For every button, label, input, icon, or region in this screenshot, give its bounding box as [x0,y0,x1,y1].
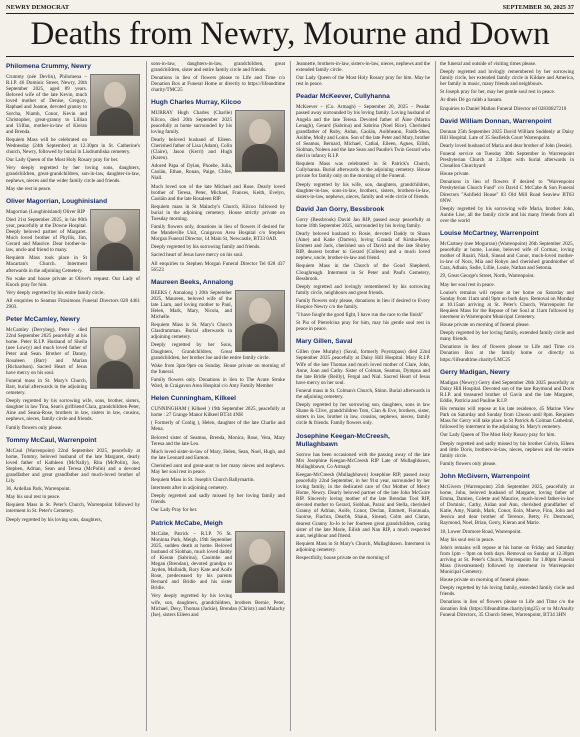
notice-heading: Gerry Madigan, Newry [440,368,510,376]
notice-paragraph: McCabe, Patrick – R.I.P. 76 St. Moninna Park, Meigh, 19th September 2025, sudden death at home. Beloved husband of Siobhan, much loved daddy of Kieran (Sabrina), Caoimhe and Megan (Brendan), devoted grandpa to Jayden, Mallaidh, Rory Kate and Aoife Rose, predeceased by his parents Bernard and Bridie and his sister Bridie. [151,530,232,592]
notice-paragraph: Requiem mass in St Malachy's Church, Kilcoo followed by burial in the adjoining cemetery. House strictly private on Tuesday morning. [151,203,285,222]
portrait-photo [90,327,140,389]
notice-paragraph: Family flowers only. Donations in lieu to The Acute Stroke Ward, in Craigavon Area Hospital c/o Amy Family Member [151,376,285,390]
notice-paragraph: Deeply regretted by his sorrowing wife, sons, brother, sisters, daughter in law Tina, Sean's girlfriend Clara, grandchildren Peter, Aine and Seana-Rose, brothers in law, sisters in law, cousins, nephews, nieces, family circle and friends. [6,398,140,423]
notice-paragraph: House private on morning of funeral please. [440,322,530,329]
obituary-notice [296,93,430,199]
notice-paragraph: ( Formerly of Conlig ), Helen, daughter of the late Charlie and Mena. [151,420,285,433]
notice-paragraph: Donations in lieu of flowers please to Life and Time c/o Donation Box at Funeral Home or directly to https://lifeandtime charity/TMC25 [151,75,285,94]
notice-paragraph: Much loved son of the late Michael and Rose. Dearly loved brother of Teresa, Peter, Michael, Frances, Keith, Evelyn, Caoláin and the late Rosaleen RIP. [151,183,285,202]
column-3 [296,61,430,733]
notice-paragraph: May her soul rest in peace. [440,281,495,288]
notice-paragraph: Requiem Mass was celebrated in St Patrick's Church, Cullyhanna. Burial afterwards in the adjoining cemetery. House private for family only on the morning of the Funeral. [296,161,430,180]
obituary-notice [6,198,140,310]
obituary-notice [296,338,430,426]
notice-paragraph: His remains will repose at his late residence, 45 Marine View Park on Saturday and Sunday from 12noon until 8pm. Requiem Mass for Gerry will take place in St Patrick & Colman Cathedral, followed by interment in the adjoining St. Mary's cemetery. [440,406,574,431]
obituary-notice [6,316,140,431]
notice-paragraph: the funeral and outside of visiting times please. [440,61,537,67]
notice-heading: Oliver Magorrian, Loughinisland [6,197,108,205]
obituary-notice [296,433,430,562]
obituary-notice [440,473,574,618]
notice-paragraph: St Joseph pray for her, may her gentle soul rest in peace. [440,89,556,96]
notice-paragraph: No wake and house private at Oliver's request. Our Lady of Knock pray for him. [6,275,140,288]
notice-paragraph: All enquiries to Stephen Morgan Funeral Director Tel 028 437 56523 [151,260,285,273]
notice-heading: Louise McCartney, Warrenpoint [440,229,539,237]
notice-paragraph: Deeply regretted by his sorrowing family and friends. [151,244,261,251]
notice-paragraph: Donations in lieu of flowers please to Life and Time c/o the donation link (https://lifeandtime.charity/jmg25) or to McAnulty Funeral Directors, 35 Church Street, Warrenpoint, BT34 3HN [440,599,574,618]
notice-paragraph: Very deeply regretted by her loving sons, daughters, grandchildren, great-grandchildren, son-in-law, daughter-in-law, nephews, nieces and the wider family circle and friends. [6,165,140,184]
notice-heading: Mary Gillen, Saval [296,338,353,346]
column-divider [290,61,291,731]
obituary-notice [440,61,574,112]
notice-paragraph: Crummy (née Devlin), Philomena – R.I.P. 46 Dominic Street, Newry, 20th September 2025, aged 89 years. Beloved wife of the late Kevin, much loved mother of Denise, Gregory, Raphael and Joanne, devoted granny to Sorcha, Niamh, Conor, Kevin and Christopher, great-granny to Lillian and Uilfan, mother-in-law of Kieran and Brenda. [6,74,87,135]
notice-paragraph: Ar dheis Dé go raibh a hanam. [440,97,503,104]
notice-paragraph: May she rest in peace. [6,185,52,192]
notice-paragraph: Dearly beloved husband to Rosie, devoted Daddy to Shaun (Aine) and Katie (Darren), loving Granda of Kirsha-Rose, Emmett and Jack, cherished son of David and the late Shirley RIP, dearest brother to Gerard (Colleen) and a much loved nephew, uncle, brother-in-law and friend. [296,230,430,262]
notice-paragraph: Sacred heart of Jesus have mercy on his soul. [151,252,244,259]
notice-paragraph: Family flowers only please. [440,460,497,467]
notice-paragraph: Deeply regretted by her Sons, Daughters, Grandchildren, Great grandchildren, her brother Joe and the entire family circle. [151,342,270,361]
notice-paragraph: CUNNINGHAM ( Kilkeel ) 19th September 2025, peacefully at home : 27 Grange Manor Kilkeel BT34 4NH [151,406,285,419]
notice-paragraph: Madigan (Newry) Gerry died September 26th 2025 peacefully at Daisy Hill Hospital. Devoted son of the late Raymond and Doris R.I.P. and treasured brother of Gavin and the late Margaret, Eddie, Patricia and Pauline R.I.P. [440,379,574,404]
notice-heading: Josephine Keegan-McCreesh, Mullaghbawn [296,432,390,448]
notice-paragraph: John's remains will repose at his home on Friday and Saturday from 1pm – 9pm on both days. Removal on Sunday at 12.30pm arriving at St. Peter's Church, Warrenpoint for 1.00pm Funeral Mass (livestreamed) followed by interment in Warrenpoint Municipal Cemetery. [440,544,574,576]
obituary-notice [296,206,430,333]
notice-heading: David Jan Gorry, Bessbrook [296,205,385,213]
notice-paragraph: May his soul rest in peace. [440,536,495,543]
masthead-date-page: SEPTEMBER 30, 2025 37 [502,4,574,11]
notice-paragraph: Deeply regretted by her loving family, extended family circle and many friends. [440,330,574,343]
notice-paragraph: Requiem Mass in St Mary's Church, Mullaghbawn. Interment in adjoining cemetery. [296,540,430,553]
notice-paragraph: Our Lady Queen of The Most Holy Rosary pray for him. [440,432,556,439]
notice-paragraph: Deeply regretted by his wife, son, daughters, grandchildren, daughter-in-law, sons-in-law, brothers, sisters, brothers-in-law, sisters-in-law, nephews, nieces, family and wide circle of friends. [296,181,430,200]
notice-paragraph: Gorry (Bessbrook) David Jan RIP, passed away peacefully at home 18th September 2025, surrounded by his loving family. [296,216,430,229]
notice-heading: Helen Cunningham, Kilkeel [151,395,237,403]
obituary-notice [440,230,574,363]
notice-paragraph: Deeply regretted and sadly missed by his brother Colvin, Eileen and little Doris, brothers-in-law, nieces, nephews and the entire family circle. [440,440,574,459]
notice-paragraph: Our Lady Queen of the Most Holy Rosary pray for him. May he rest in peace. [296,75,430,88]
obituary-notice [6,437,140,523]
notice-paragraph: Requiem Mass in the Church of the Good Shepherd, Cloughreagh. Interment in Sr Peter and Paul's Cemetery, Bessbrook. [296,263,430,282]
notice-paragraph: Deeply regretted and sadly missed by her loving family and friends. [151,493,285,506]
notice-paragraph: Died 21st September 2025, in his 80th year, peacefully at the Downe Hospital. Deeply beloved partner of Margaret. Much loved brother of Phyllis, Jim, Gerard and Maurice. Dear brother-in-law, uncle and friend to many. [6,216,87,254]
notice-paragraph: Very deeply regretted by his loving wife, son, daughters, grandchildren, brothers Bernie, Peter, Michael, Desy, Thomas (Jackie), Brendan (Christy) and Malachy (Ise), sisters Eileen and [151,593,285,618]
notice-paragraph: Family flowers only please. [6,424,63,431]
notice-paragraph: Very deeply regretted by his entire family circle. [6,289,105,296]
notice-paragraph: McGivern (Warrenpoint) 25th September 2025, peacefully at home, John, beloved husband of Margaret, loving father of Emma, Damien, Colette and Maurice, much-loved father-in-law of Dominic, Cathy, Aidan and Ann, cherished grandfather of Katie, Amy, Niamh, Mark, Conor, Eoin, Maeve, Finn, John and Jessica and dear brother of Terence, Betty, Fr. Desmond, Raymond, Noel, Brian, Gerry, Kieran and Marie. [440,483,574,527]
notice-paragraph: Our Lady Queen of the Most Holy Rosary pray for her. [6,157,119,164]
masthead-paper-name: NEWRY DEMOCRAT [6,4,70,11]
obituary-notice [6,63,140,192]
notice-paragraph: Jeannette, brothers-in-law, sisters-in-law, nieces, nephews and the extended family circle. [296,61,430,74]
notice-paragraph: sons-in-law, daughters-in-law, grandchildren, great grandchildren, sister and entire family circle and friends. [151,61,285,74]
column-1 [6,61,140,733]
notice-paragraph: McCamley (Derrybeg), Peter – died 22nd September 2025 peacefully at his home. Peter R.I.P. Husband of Sheila (nee Lowry) and much loved father of Peter and Sean. Brother of Danny, Rosaleen (Barr) and Marian (Richardson). Sacred Heart of Jesus have mercy on his soul. [6,327,87,376]
notice-heading: Philomena Crummy, Newry [6,63,91,70]
notice-paragraph: Requiem Mass in St. Peter's Church, Warrenpoint followed by interment in St. Peter's Cemetery. [6,502,140,515]
notice-paragraph: Interment after in adjoining cemetery. [151,485,229,492]
obituary-notice [296,61,430,87]
notice-heading: David William Donnan, Warrenpoint [440,117,552,125]
notice-paragraph: Dearly loved husband of Maria and dear brother of John (Jessie). [440,142,573,149]
notice-paragraph: Gillen (nee Murphy) (Saval, formerly Poyntzpass) died 22nd September 2025 peacefully at Daisy Hill Hospital. Mary R.I.P. Wife of the late Thomas and much loved mother of Clare, John, Anne, Joan and Cathy. Sister of Colman, Seamus, Dympna and the late Bridie (Reilly), Fergal and Nial. Sacred Heart of Jesus have mercy on her soul. [296,349,430,386]
notice-paragraph: Magorrian (Loughinisland) Oliver RIP [6,208,86,215]
notice-paragraph: Deeply regretted by his loving family, extended family circle and friends. [440,585,574,598]
notice-paragraph: 18, Lower Dromore Road, Warrenpoint. [440,528,522,535]
notice-paragraph: Funeral mass in St. Colman's Church, Shinn. Burial afterwards in the adjoining cemetery. [296,387,430,401]
obituary-notice [151,99,285,272]
portrait-photo [90,209,140,271]
notice-heading: Maureen Beeks, Annalong [151,278,234,286]
notice-paragraph: 29, Great George's Street, North, Warrenpoint. [440,273,535,280]
headline-rule [6,56,574,57]
notice-paragraph: McKeever – (Co. Armagh) – September 20, 2025 – Peadar passed away surrounded by his loving family. Loving husband of Angela and the late Teresa. Devoted father of Áine (Martin Lenagh), Gerard (Sabrina) and Sabrina (Noel Rice). Cherished grandfather of Ruby, Aidan, Caolán, Aoibheann, Faidh-Shea, Aoibhe, Molly and Loinn. Son of the late Peter and Mary, brother of Seamus, Bernard, Michael, Cathal, Eileen, Agnes, Eilish, Siobhan, Noleen and the late Sean and Paudie's Twin Gerard who died in infancy R.I.P. [296,104,430,160]
notice-paragraph: Keegan-McCreesh (Mullaghbawn) Josephine RIP, passed away peacefully 22nd September, in her 91st year, surrounded by her loving family, in the dedicated care of Our Mother of Mercy Home, Newry. Dearly beloved partner of the late John McGuire RIP. Sincerely loving mother of the late Brendan Tool RIP, devoted mother to Gerard, Siobhan, Paraic and Stella, cherished Granny of Adrian, Aoife, Conor, Declan, Emmett, Fionnuala, Saoirse, Fiachra, Dearbh, Shaun, Sinead, Colm and Ciaran, dearest Granny Jo-Jo to her fourteen great grandchildren, caring sister of the late Marie, Eilish and Nan RIP, a much respected aunt, neighbour and friend. [296,471,430,539]
notice-heading: Peadar McKeever, Cullyhanna [296,93,390,101]
notice-paragraph: Cherished aunt and great-aunt to her many nieces and nephews. May her soul rest in peace. [151,462,285,475]
notice-paragraph: McCartney (nee Mogurran) (Warrenpoint) 26th September 2025, peacefully at home, Louise, beloved wife of Cormac, loving mother of Ruairi, Niall, Sinead and Conor, much-loved mother-in-law of Nora, Mia and Robyn and cherished grandmother of Cara, Adhain, Sadie, Lillie, Louie, Nathan and Setonia. [440,240,574,272]
notice-heading: Peter McCamley, Newry [6,316,80,324]
notice-paragraph: House private on morning of funeral please. [440,577,530,584]
notice-heading: John McGivern, Warrenpoint [440,472,530,480]
notice-heading: Patrick McCabe, Meigh [151,519,223,527]
notice-paragraph: Sorrow has been occasioned with the passing away of the late Mrs Josephine Keegan-McCreesh RIP Late of Mullaghbawn, Mullaghbawn, Co Armagh [296,451,430,470]
portrait-photo [235,531,285,593]
portrait-photo [235,290,285,352]
notice-heading: Hugh Charles Murray, Kilcoo [151,99,242,107]
notice-paragraph: "I have fought the good fight, I have run the race to the finish" [296,312,424,319]
notice-paragraph: Adored Papa of Dylan, Phoebe, Julia, Caolán, Ethan, Ronan, Paige, Chloe, Niall. [151,163,232,182]
obituary-notice [151,279,285,389]
notice-paragraph: 36, Ardellan Park, Warrenpoint. [6,486,71,493]
notice-paragraph: Our Lady Pray for her. [151,507,198,514]
notice-paragraph: Enquiries to Daniel Mallon Funeral Director tel 02830827210 [440,105,567,112]
obituary-notice [151,395,285,513]
notice-paragraph: Requiem Mass is St. Mary's Church Glasdrumman. Burial afterwards in adjoining cemetery. [151,322,232,341]
notice-paragraph: Deeply regretted and lovingly remembered by his sorrowing family circle, neighbours and great friends. [296,283,430,296]
notice-paragraph: House private. [440,171,470,178]
notice-paragraph: Donations in lieu of flowers if desired to "Warrenpoint Presbyterian Church Fund" c/o David C McCabe & Son Funeral Directors "Ashfield House" 83 Old Mill Road Seaview BT63 6NW. [440,179,574,204]
masthead [6,4,574,14]
notice-paragraph: Requiem Mass will be celebrated on Wednesday (24th September) at 12.30pm in St. Catherine's church, Newry, followed by burial in Lisdrumliska cemetery. [6,136,140,156]
notice-paragraph: Donations in lieu of flowers please to Life and Time c/o Donation Box at the family home or directly to https://lifeandtime.charity/LMC25 [440,344,574,363]
obituary-notice [440,369,574,467]
notice-paragraph: Funeral service on Tuesday 30th September in Warrenpoint Presbyterian Church at 2.30pm with burial afterwards in Clonallon Churchyard [440,150,574,170]
column-divider [435,61,436,731]
notice-paragraph: May his soul rest in peace. [6,494,61,501]
notice-heading: Tommy McCaul, Warrenpoint [6,436,97,444]
notice-paragraph: Deeply regretted by her sorrowing son, daughters, sons in law Shane & Clive, grandchildren Tom, Cian & Eve, brothers, sister, sisters in law, brother in law, cousins, nephews, nieces, family circle & friends. Family flowers only. [296,402,430,427]
notice-paragraph: MURRAY Hugh Charles (Charlie) Kilcoo, died 20th September 2025 peacefully at home surrounded by his loving family. [151,110,232,135]
notice-paragraph: Requiem Mass in St. Joseph's Church Ballymartin. [151,477,255,484]
notice-paragraph: Deeply regretted by his sorrowing wife Maria, brother John, Auntie Lise, all the family circle and his many friends from all over the world [440,205,574,224]
notice-paragraph: Much loved sister-in-law of Mary, Helen, Sean, Noel, Hugh, and the late Leonard and Eamon. [151,448,285,461]
column-2 [151,61,285,733]
notice-paragraph: Requiem Mass took place in St Macartan's Church. Interment afterwards in the adjoining Cemetery. [6,255,87,274]
notice-paragraph: Donnan 25th September 2025 David William Suddenly at Daisy Hill Hospital. Late of 35 Seafields Court Warrenpoint. [440,128,574,141]
notice-paragraph: St Pio of Pietrelcina pray for him, may his gentle soul rest in peace in peace. [296,320,430,333]
page-headline: Deaths from Newry, Mourne and Down [30,16,550,52]
notice-paragraph: Funeral mass in St. Mary's Church, Barr, burial afterwards in the adjoining cemetery. [6,377,87,397]
notice-paragraph: Beloved sister of Seamus, Brenda, Monica, Rose, Vera, Mary Teresa and the late Leo. [151,434,285,447]
notice-paragraph: Louise's remains will repose at her home on Saturday and Sunday from 11am until 9pm on both days. Removal on Monday at 10.15am arriving at St. Peter's Church, Warrenpoint for Requiem Mass for the Repose of her Soul at 11am followed by interment in Warrenpoint Municipal Cemetery. [440,289,574,320]
portrait-photo [235,110,285,172]
obituary-notice [151,61,285,93]
notice-paragraph: Deeply regretted and lovingly remembered by her sorrowing family circle, her extended family circle in Kildare and America, her family in music, many friends and neighbours. [440,69,574,88]
obituary-notice [440,118,574,224]
notice-paragraph: All enquiries to Seamus Fitzsimons Funeral Directors 028 4461 2903. [6,297,140,310]
column-divider [146,61,147,731]
notice-paragraph: BEEKS ( Annalong ) 20th September 2025, Maureen, beloved wife of the late Liam, and loving mother to Paul, Helen, Mark, Mary, Nicola, and Michelle. [151,289,232,321]
obituary-notice [151,520,285,618]
notice-paragraph: Family flowers only, donations in lieu of flowers if desired for the Mandeville Unit, Craigavon Area Hospital c/o Stephen Morgan Funeral Director, 14 Main St, Newcastle, BT33 0AD. [151,224,285,243]
notice-paragraph: McCaul (Warrenpoint) 22nd September 2025, peacefully at home, Tommy, beloved husband of the late Margaret, dearly loved father of Kathleen (McNally), Rita (McPolin), Joe, Stephen, Adrian, Sean and Teresa (McPolin) and a devoted grandfather and great grandfather and much-loved brother of Lily. [6,447,140,485]
notice-paragraph: Dearly beloved husband of Eileen. Cherished father of Lisa (Adam), Colin (Claire), Jason (Kerri) and Hugh (Karen). [151,136,232,162]
column-4 [440,61,574,733]
notice-paragraph: Wake from 3pm-9pm on Sunday. House private on morning of the funeral. [151,362,285,375]
portrait-photo [90,74,140,136]
notice-paragraph: Respectfully, house private on the morning of [296,555,390,561]
notice-paragraph: Family flowers only please, donations in lieu if desired to Every Hospice Newry c/o the family. [296,297,430,310]
notice-paragraph: Deeply regretted by his loving sons, daughters, [6,516,102,523]
